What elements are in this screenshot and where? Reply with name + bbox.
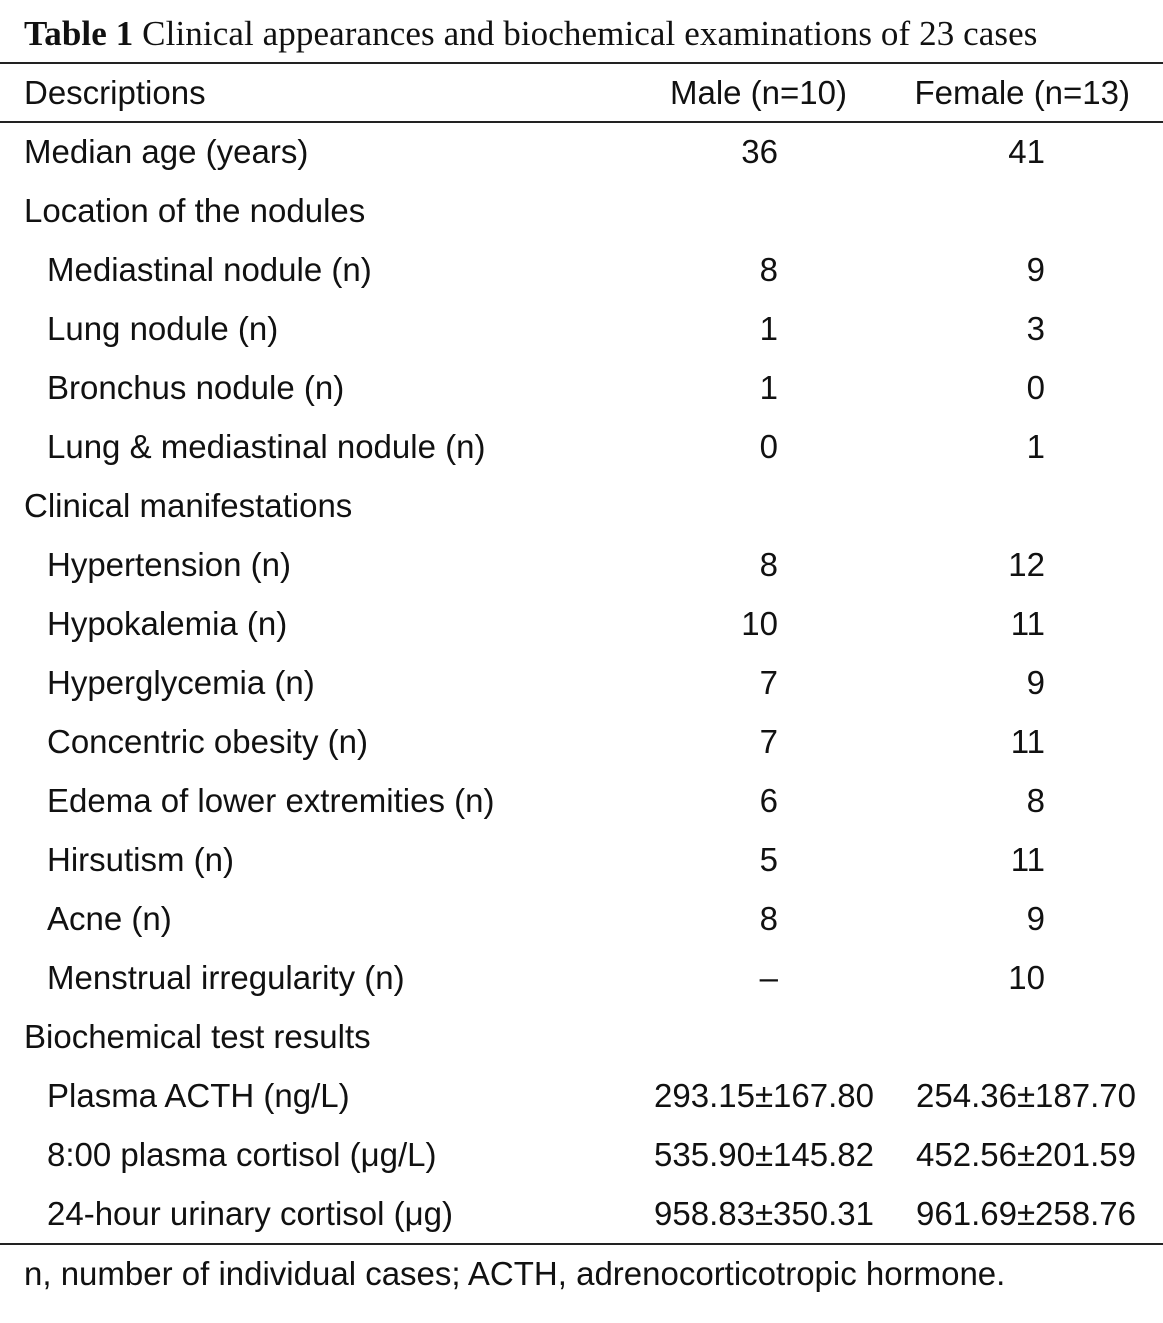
row-description: 8:00 plasma cortisol (μg/L) xyxy=(47,1136,437,1173)
section-heading: Biochemical test results xyxy=(24,1018,371,1055)
row-female-value: 41 xyxy=(1008,133,1045,170)
section-heading: Clinical manifestations xyxy=(24,487,353,524)
table-row xyxy=(0,543,1163,587)
table-row xyxy=(0,307,1163,351)
row-male-value: 5 xyxy=(759,841,778,878)
row-female-value: 9 xyxy=(1026,251,1045,288)
header-female: Female (n=13) xyxy=(914,74,1130,111)
row-male-value: 293.15±167.80 xyxy=(654,1077,874,1114)
table-row xyxy=(0,779,1163,823)
row-female-value: 1 xyxy=(1026,428,1045,465)
row-female-value: 452.56±201.59 xyxy=(916,1136,1136,1173)
row-male-value: 1 xyxy=(759,369,778,406)
row-female-value: 254.36±187.70 xyxy=(916,1077,1136,1114)
row-description: Hypertension (n) xyxy=(47,546,291,583)
table-row xyxy=(0,366,1163,410)
row-male-value: – xyxy=(759,959,778,996)
table-section-row xyxy=(0,484,1163,528)
row-description: Lung nodule (n) xyxy=(47,310,279,347)
top-rule xyxy=(0,62,1163,64)
table-row xyxy=(0,425,1163,469)
row-description: Menstrual irregularity (n) xyxy=(47,959,405,996)
bottom-rule xyxy=(0,1243,1163,1245)
row-description: Edema of lower extremities (n) xyxy=(47,782,495,819)
table-row xyxy=(0,956,1163,1000)
row-description: 24-hour urinary cortisol (μg) xyxy=(47,1195,453,1232)
table-section-row xyxy=(0,189,1163,233)
row-male-value: 958.83±350.31 xyxy=(654,1195,874,1232)
header-male: Male (n=10) xyxy=(669,74,847,111)
row-description: Lung & mediastinal nodule (n) xyxy=(47,428,486,465)
row-male-value: 0 xyxy=(759,428,778,465)
row-female-value: 961.69±258.76 xyxy=(916,1195,1136,1232)
row-male-value: 8 xyxy=(759,546,778,583)
section-heading: Location of the nodules xyxy=(24,192,366,229)
table-title-label: Table 1 xyxy=(24,14,134,53)
table-row xyxy=(0,1133,1163,1177)
table-title-text: Clinical appearances and biochemical examinations of 23 cases xyxy=(142,14,1038,53)
table-footnote: n, number of individual cases; ACTH, adrenocorticotropic hormone. xyxy=(24,1255,1006,1292)
table-row xyxy=(0,248,1163,292)
row-female-value: 3 xyxy=(1026,310,1045,347)
row-description: Mediastinal nodule (n) xyxy=(47,251,372,288)
table-row xyxy=(0,720,1163,764)
row-male-value: 6 xyxy=(759,782,778,819)
row-female-value: 12 xyxy=(1008,546,1045,583)
row-description: Concentric obesity (n) xyxy=(47,723,368,760)
table-row xyxy=(0,661,1163,705)
row-female-value: 10 xyxy=(1008,959,1045,996)
table-row xyxy=(0,838,1163,882)
header-descriptions: Descriptions xyxy=(24,74,206,111)
row-male-value: 7 xyxy=(759,723,778,760)
row-description: Bronchus nodule (n) xyxy=(47,369,345,406)
row-female-value: 9 xyxy=(1026,664,1045,701)
table-row xyxy=(0,1192,1163,1236)
row-male-value: 7 xyxy=(759,664,778,701)
row-male-value: 8 xyxy=(759,251,778,288)
header-rule xyxy=(0,121,1163,123)
row-male-value: 1 xyxy=(759,310,778,347)
row-description: Hyperglycemia (n) xyxy=(47,664,315,701)
table-header-row xyxy=(0,71,1163,115)
row-male-value: 36 xyxy=(741,133,778,170)
table-row xyxy=(0,130,1163,174)
row-female-value: 11 xyxy=(1010,723,1045,760)
row-description: Acne (n) xyxy=(47,900,172,937)
row-female-value: 0 xyxy=(1026,369,1045,406)
table-row xyxy=(0,602,1163,646)
table-row xyxy=(0,1074,1163,1118)
row-description: Hypokalemia (n) xyxy=(47,605,288,642)
row-description: Plasma ACTH (ng/L) xyxy=(47,1077,350,1114)
row-male-value: 10 xyxy=(741,605,778,642)
table-section-row xyxy=(0,1015,1163,1059)
row-male-value: 8 xyxy=(759,900,778,937)
row-description: Hirsutism (n) xyxy=(47,841,234,878)
row-male-value: 535.90±145.82 xyxy=(654,1136,874,1173)
row-female-value: 11 xyxy=(1010,605,1045,642)
row-female-value: 11 xyxy=(1010,841,1045,878)
table-row xyxy=(0,897,1163,941)
row-female-value: 8 xyxy=(1026,782,1045,819)
row-female-value: 9 xyxy=(1026,900,1045,937)
table-title xyxy=(24,14,1038,54)
row-description: Median age (years) xyxy=(24,133,309,170)
